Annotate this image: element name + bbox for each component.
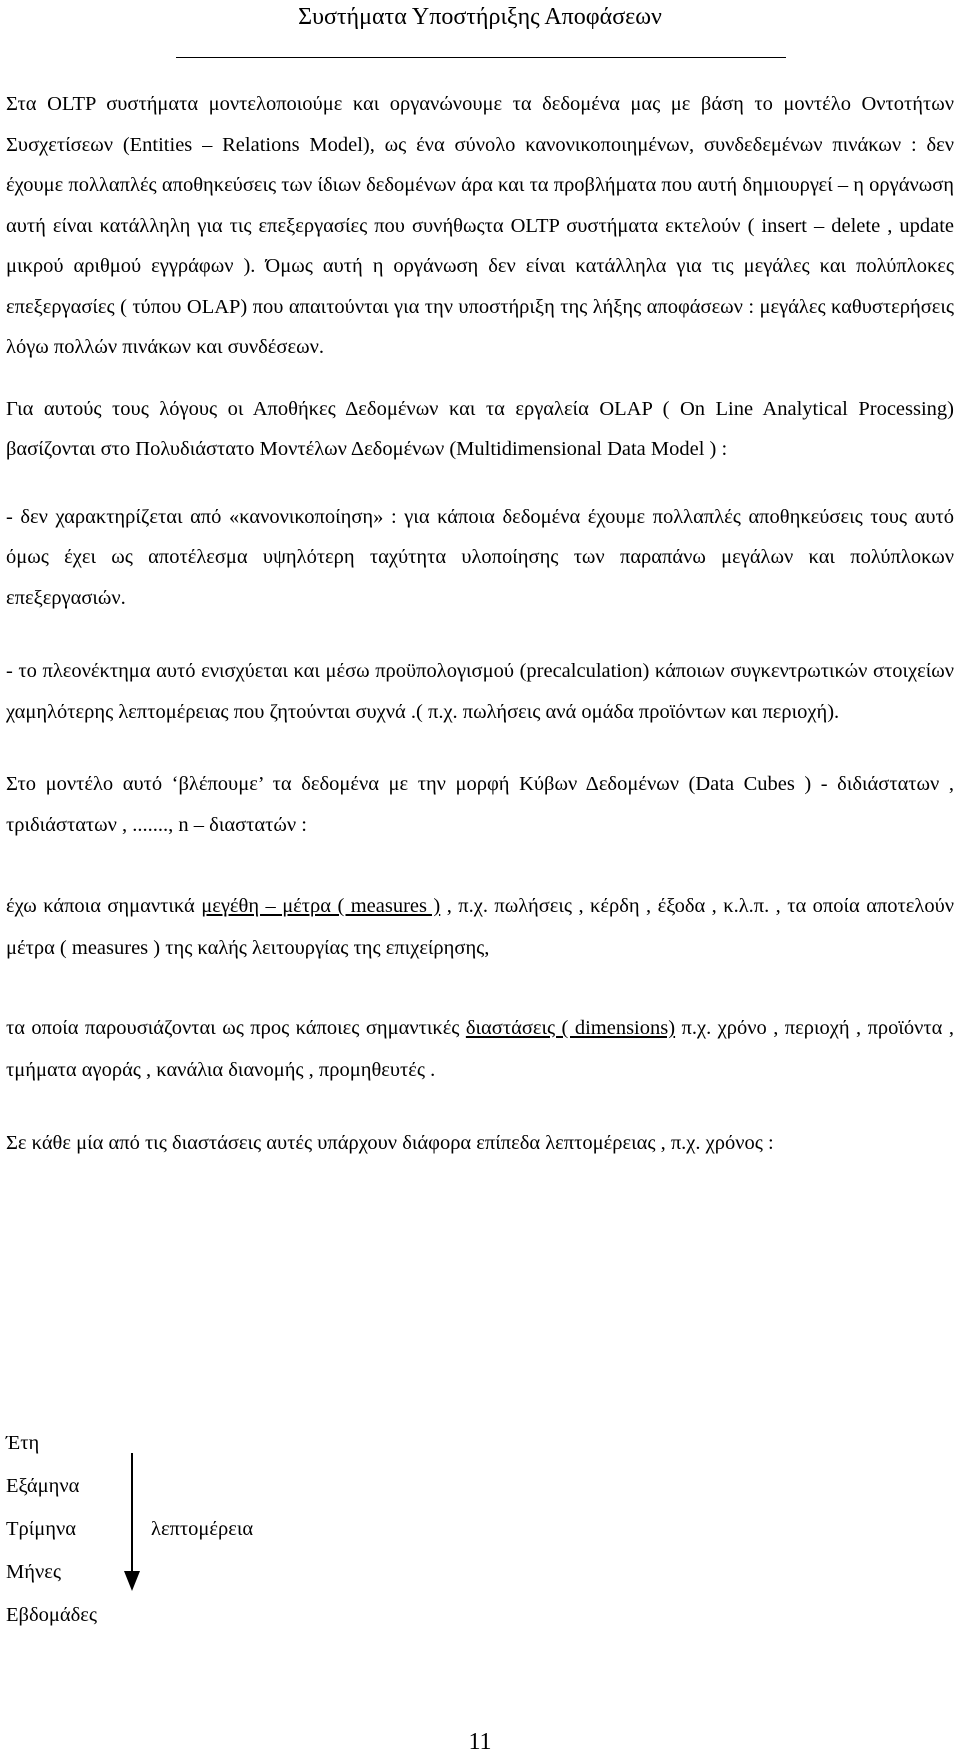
paragraph-detail-levels: Σε κάθε μία από τις διαστάσεις αυτές υπάρχουν διάφορα επίπεδα λεπτομέρειας , π.χ. χρόνος : bbox=[6, 1132, 774, 1154]
down-arrow-icon bbox=[124, 1453, 140, 1593]
paragraph-no-normalization: - δεν χαρακτηρίζεται από «κανονικοποίηση» : για κάποια δεδομένα έχουμε πολλαπλές αποθηκεύσεις τους αυτό όμως έχει ως αποτέλεσμα υψηλότερη ταχύτητα υλοποίησης των παραπάνω μεγάλων και πολύπλοκων επεξεργασιών. bbox=[6, 505, 954, 609]
paragraph-precalculation: - το πλεονέκτημα αυτό ενισχύεται και μέσω προϋπολογισμού (precalculation) κάποιων συγκεντρωτικών στοιχείων χαμηλότερης λεπτομέρειας που ζητούνται συχνά .( π.χ. πωλήσεις ανά ομάδα προϊόντων και περιοχή). bbox=[6, 660, 954, 723]
header-title: Συστήματα Υποστήριξης Αποφάσεων bbox=[298, 4, 662, 30]
arrow-head bbox=[124, 1571, 140, 1591]
level-item-weeks: Εβδομάδες bbox=[6, 1604, 97, 1626]
level-item-quarters: Τρίμηνα bbox=[6, 1518, 76, 1540]
paragraph-dimensions bbox=[6, 1007, 954, 1091]
paragraph-measures bbox=[6, 885, 954, 969]
time-level-hierarchy bbox=[6, 1431, 406, 1631]
measures-term: μεγέθη – μέτρα ( measures ) bbox=[201, 895, 441, 917]
dimensions-text-before: τα οποία παρουσιάζονται ως προς κάποιες σημαντικές bbox=[6, 1017, 466, 1039]
dimensions-text-after: π.χ. χρόνο , περιοχή , προϊόντα , τμήματα αγοράς , κανάλια διανομής , προμηθευτές . bbox=[6, 1017, 954, 1081]
measures-text-after: , π.χ. πωλήσεις , κέρδη , έξοδα , κ.λ.π. , τα οποία αποτελούν μέτρα ( measures ) της καλής λειτουργίας της επιχείρησης, bbox=[6, 895, 955, 959]
document-body bbox=[6, 84, 954, 1163]
measures-text-before: έχω κάποια σημαντικά bbox=[6, 895, 202, 917]
page-number: 11 bbox=[468, 1729, 492, 1755]
level-item-months: Μήνες bbox=[6, 1561, 61, 1583]
level-item-years: Έτη bbox=[6, 1432, 40, 1454]
arrow-shaft bbox=[131, 1453, 133, 1575]
level-item-semesters: Εξάμηνα bbox=[6, 1475, 80, 1497]
header-rule bbox=[176, 57, 786, 58]
paragraph-olap-multidimensional: Για αυτούς τους λόγους οι Αποθήκες Δεδομένων και τα εργαλεία OLAP ( On Line Analytical Processing) βασίζονται στο Πολυδιάστατο Μοντέλων Δεδομένων (Multidimensional Data Model ) : bbox=[6, 397, 954, 460]
dimensions-term: διαστάσεις ( dimensions) bbox=[465, 1017, 676, 1039]
paragraph-oltp-model: Στα OLTP συστήματα μοντελοποιούμε και οργανώνουμε τα δεδομένα μας με βάση το μοντέλο Οντοτήτων Συσχετίσεων (Entities – Relations Model), ως ένα σύνολο κανονικοποιημένων, συνδεδεμένων πινάκων : δεν έχουμε πολλαπλές αποθηκεύσεις των ίδιων δεδομένων άρα και τα προβλήματα που αυτή δημιουργεί – η οργάνωση αυτή είναι κατάλληλη για τις επεξεργασίες που συνήθωςτα OLTP συστήματα εκτελούν ( insert – delete , update μικρού αριθμού εγγράφων ). Όμως αυτή η οργάνωση δεν είναι κατάλληλα για τις μεγάλες και πολύπλοκες επεξεργασίες ( τύπου OLAP) που απαιτούνται για την υποστήριξη της λήξης αποφάσεων : μεγάλες καθυστερήσεις λόγω πολλών πινάκων και συνδέσεων. bbox=[6, 93, 954, 358]
paragraph-data-cubes: Στο μοντέλο αυτό ‘βλέπουμε’ τα δεδομένα με την μορφή Κύβων Δεδομένων (Data Cubes ) - διδιάστατων , τριδιάστατων , ......., n – διαστατών : bbox=[6, 773, 954, 836]
detail-label: λεπτομέρεια bbox=[151, 1518, 254, 1540]
